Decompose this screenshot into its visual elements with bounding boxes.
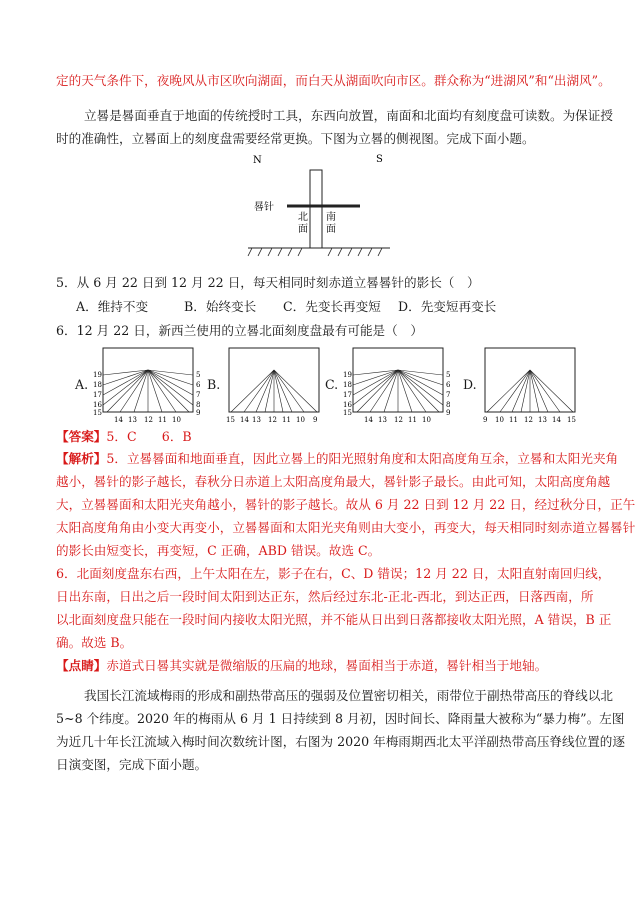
comment-line <box>56 658 547 674</box>
north-face-label-1: 北 <box>298 212 308 223</box>
dial-b-bottom-tick: 9 <box>313 416 318 424</box>
intro-paragraph: 定的天气条件下，夜晚风从市区吹向湖面，而白天从湖面吹向市区。群众称为“进湖风”和“出湖风”。 <box>56 73 611 88</box>
q5-option-b: B．始终变长 <box>184 299 257 314</box>
gnomon-plate <box>310 170 322 248</box>
dial-a-bottom-tick: 12 <box>144 416 153 424</box>
analysis-tag: 【解析】 <box>56 451 107 466</box>
comment-tag: 【点睛】 <box>56 658 107 673</box>
south-face-label-1: 南 <box>326 212 336 223</box>
dial-d-bottom-tick: 12 <box>524 416 533 424</box>
dial-a-bottom-tick: 11 <box>158 416 167 424</box>
answer-line <box>56 429 192 445</box>
question-stem-line1: 立晷是晷面垂直于地面的传统授时工具，东西向放置，南面和北面均有刻度盘可读数。为保证授 <box>84 108 613 123</box>
dial-a-left-tick: 15 <box>93 409 102 417</box>
dial-c-label: C. <box>325 377 339 392</box>
dial-d-bottom-tick: 13 <box>538 416 547 424</box>
dial-b-bottom-tick: 12 <box>268 416 277 424</box>
dial-b-bottom-tick: 15 <box>226 416 235 424</box>
dial-a-bottom-tick: 10 <box>172 416 181 424</box>
dial-c-right-tick: 9 <box>446 409 451 417</box>
passage2-line4: 日演变图，完成下面小题。 <box>56 757 208 772</box>
dial-c-right-tick: 8 <box>446 401 451 409</box>
analysis-line5: 的影长由短变长，再变短，C 正确，ABD 错误。故选 C。 <box>56 543 381 558</box>
dial-a-right-tick: 9 <box>196 409 201 417</box>
dial-a-diagram <box>92 346 204 428</box>
analysis-line8: 以北面刻度盘只能在一段时间内接收太阳光照，并不能从日出到日落都接收太阳光照，A 错误，B 正 <box>56 612 612 627</box>
gnomon-label: 晷针 <box>254 202 274 213</box>
sundial-side-view-diagram <box>240 148 405 260</box>
dial-c-right-tick: 6 <box>446 381 451 389</box>
analysis-line4: 太阳高度角角由小变大再变小，立晷晷面和太阳光夹角则由大变小，再变大，每天相同时刻赤道立晷晷针 <box>56 520 636 535</box>
analysis-line3: 大，立晷晷面和太阳光夹角越小，晷针的影子越长。故从 6 月 22 日到 12 月 22 日，经过秋分日，正午 <box>56 497 636 512</box>
dial-c-bottom-tick: 14 <box>364 416 373 424</box>
analysis-line2: 越小，晷针的影子越长，春秋分日赤道上太阳高度角最大，晷针影子最长。由此可知，太阳高度角越 <box>56 474 611 489</box>
dial-a-left-tick: 17 <box>93 391 102 399</box>
dial-a-right-tick: 7 <box>196 391 201 399</box>
dial-b-label: B. <box>207 377 221 392</box>
analysis-text: 5．立晷晷面和地面垂直，因此立晷上的阳光照射角度和太阳高度角互余，立晷和太阳光夹角 <box>106 451 619 466</box>
dial-c-bottom-tick: 13 <box>378 416 387 424</box>
dial-a-bottom-tick: 13 <box>128 416 137 424</box>
answer-text: 5．C 6．B <box>106 429 192 444</box>
dial-c-left-tick: 17 <box>343 391 352 399</box>
dial-c-left-tick: 15 <box>343 409 352 417</box>
q5-option-d: D．先变短再变长 <box>398 299 497 314</box>
dial-d-label: D. <box>463 377 477 392</box>
dial-d-bottom-tick: 10 <box>495 416 504 424</box>
dial-c-bottom-tick: 11 <box>408 416 417 424</box>
question-5: 5．从 6 月 22 日到 12 月 22 日，每天相同时刻赤道立晷晷针的影长（ ） <box>56 275 480 290</box>
dial-a-right-tick: 5 <box>196 371 201 379</box>
dial-c-diagram <box>342 346 454 428</box>
dial-c-left-tick: 19 <box>343 371 352 379</box>
analysis-line7: 日出东南，日出之后一段时间太阳到达正东，然后经过东北-正北-西北，到达正西，日落西南，所 <box>56 589 594 604</box>
dial-c-left-tick: 16 <box>343 401 352 409</box>
dial-d-bottom-tick: 14 <box>552 416 561 424</box>
dial-c-right-tick: 5 <box>446 371 451 379</box>
south-face-label-2: 面 <box>326 224 336 235</box>
dial-c-bottom-tick: 10 <box>422 416 431 424</box>
question-6: 6．12 月 22 日，新西兰使用的立晷北面刻度盘最有可能是（ ） <box>56 323 423 338</box>
dial-d-diagram <box>480 346 580 428</box>
dial-d-bottom-tick: 15 <box>567 416 576 424</box>
dial-b-diagram <box>224 346 324 428</box>
passage2-line3: 为近几十年长江流域入梅时间次数统计图，右图为 2020 年梅雨期西北太平洋副热带高压脊线位置的逐 <box>56 734 625 749</box>
q5-option-a: A．维持不变 <box>76 299 149 314</box>
analysis-line6: 6．北面刻度盘东右西，上午太阳在左，影子在右，C、D 错误；12 月 22 日，太阳直射南回归线， <box>56 566 611 581</box>
question-stem-line2: 时的准确性，立晷面上的刻度盘需要经常更换。下图为立晷的侧视图。完成下面小题。 <box>56 131 535 146</box>
q5-option-c: C．先变长再变短 <box>283 299 381 314</box>
dial-c-bottom-tick: 12 <box>394 416 403 424</box>
south-label: S <box>376 154 383 165</box>
dial-a-bottom-tick: 14 <box>114 416 123 424</box>
dial-a-left-tick: 19 <box>93 371 102 379</box>
analysis-line1 <box>56 451 618 467</box>
answer-tag: 【答案】 <box>56 429 107 444</box>
dial-c-left-tick: 18 <box>343 381 352 389</box>
dial-b-bottom-tick: 10 <box>296 416 305 424</box>
passage2-line1: 我国长江流域梅雨的形成和副热带高压的强弱及位置密切相关，雨带位于副热带高压的脊线以北 <box>84 688 613 703</box>
dial-a-right-tick: 6 <box>196 381 201 389</box>
dial-c-right-tick: 7 <box>446 391 451 399</box>
dial-b-bottom-tick: 11 <box>282 416 291 424</box>
dial-a-left-tick: 16 <box>93 401 102 409</box>
comment-text: 赤道式日晷其实就是微缩版的压扁的地球，晷面相当于赤道，晷针相当于地轴。 <box>106 658 548 673</box>
dial-b-bottom-tick: 14 <box>240 416 249 424</box>
north-face-label-2: 面 <box>298 224 308 235</box>
analysis-line9: 确。故选 B。 <box>56 635 133 650</box>
dial-d-bottom-tick: 9 <box>483 416 488 424</box>
north-label: N <box>253 155 262 166</box>
dial-a-left-tick: 18 <box>93 381 102 389</box>
passage2-line2: 5~8 个纬度。2020 年的梅雨从 6 月 1 日持续到 8 月初，因时间长、降雨量大被称为“暴力梅”。左图 <box>56 711 625 726</box>
dial-d-bottom-tick: 11 <box>509 416 518 424</box>
ground-hatching <box>248 248 382 256</box>
dial-b-bottom-tick: 13 <box>252 416 261 424</box>
dial-a-right-tick: 8 <box>196 401 201 409</box>
dial-a-label: A. <box>75 377 89 392</box>
